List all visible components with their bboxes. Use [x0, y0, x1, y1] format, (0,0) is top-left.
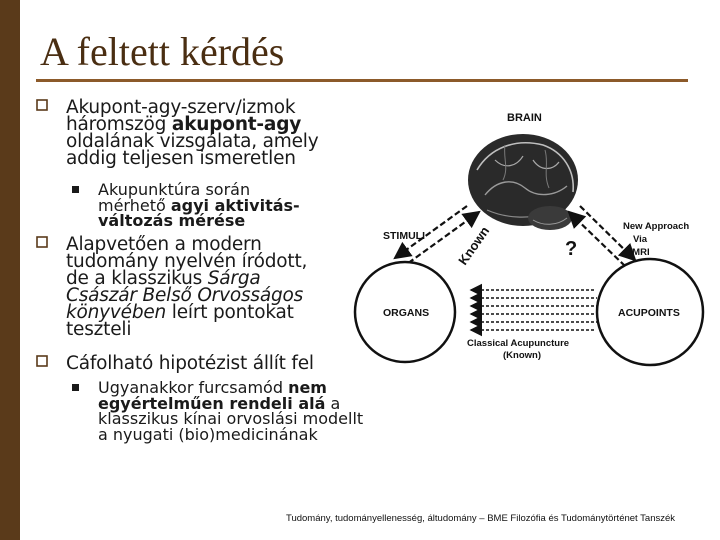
- sub-3-line-2: egyértelműen rendeli alá a: [98, 393, 341, 413]
- sub-1-line-3: változás mérése: [98, 211, 246, 230]
- acupoints-label: ACUPOINTS: [618, 307, 680, 319]
- bullet-3-line-1: Cáfolható hipotézist állít fel: [66, 353, 314, 374]
- sub-1-line-1: Akupunktúra során: [98, 180, 251, 199]
- bullet-1-line-4: addig teljesen ismeretlen: [66, 148, 296, 169]
- sub-item-3: [98, 380, 363, 442]
- new-approach-line-3: fMRI: [629, 247, 650, 258]
- bullet-1-line-1: Akupont-agy-szerv/izmok: [66, 97, 296, 118]
- square-bullet-icon: [36, 236, 48, 248]
- classical-arrows: [471, 290, 597, 330]
- new-approach-line-1: New Approach: [623, 221, 690, 232]
- bullet-2-line-3: de a klasszikus Sárga: [66, 268, 261, 289]
- bullet-item-1: [66, 99, 318, 167]
- bullet-2-line-6: teszteli: [66, 319, 132, 340]
- bullet-item-2: [66, 236, 307, 338]
- brain-label: BRAIN: [507, 112, 542, 124]
- footer-text: Tudomány, tudományellenesség, áltudomány – BME Filozófia és Tudománytörténet Tanszék: [286, 513, 676, 524]
- sub-bullet-icon: [72, 384, 79, 391]
- bullet-1-line-2: háromszög akupont-agy: [66, 114, 302, 135]
- brain-image: [468, 134, 578, 230]
- bullet-1-emphasis: akupont-agy: [171, 114, 302, 135]
- sub-3-line-3: klasszikus kínai orvoslási modellt: [98, 409, 364, 428]
- known-label: Known: [455, 223, 493, 268]
- square-bullet-icon: [36, 355, 48, 367]
- sub-3-line-1: Ugyanakkor furcsamód nem: [98, 378, 327, 397]
- acupuncture-diagram: [345, 100, 710, 370]
- sub-3-line-4: a nyugati (bio)medicinának: [98, 424, 318, 444]
- bullet-2-line-1: Alapvetően a modern: [66, 234, 262, 255]
- classical-line-2: (Known): [503, 350, 541, 361]
- square-bullet-icon: [36, 99, 48, 111]
- classical-line-1: Classical Acupuncture: [467, 338, 570, 349]
- bullet-2-line-2: tudomány nyelvén íródott,: [66, 251, 308, 272]
- sub-item-1: [98, 182, 300, 229]
- question-mark: ?: [565, 238, 578, 260]
- bullet-1-line-3: oldalának vizsgálata, amely: [66, 131, 319, 152]
- slide-title: A feltett kérdés: [40, 29, 285, 74]
- side-accent-bar: [0, 0, 20, 540]
- bullet-item-3: [66, 355, 314, 372]
- new-approach-line-2: Via: [633, 234, 648, 245]
- sub-1-line-2: mérhető agyi aktivitás-: [98, 195, 300, 215]
- sub-bullet-icon: [72, 186, 79, 193]
- organs-label: ORGANS: [383, 307, 430, 319]
- bullet-2-line-5: könyvében leírt pontokat: [66, 302, 294, 323]
- stimuli-label: STIMULI: [383, 230, 425, 242]
- title-divider: [36, 79, 688, 82]
- bullet-2-line-4: Császár Belső Orvosságos: [66, 285, 304, 306]
